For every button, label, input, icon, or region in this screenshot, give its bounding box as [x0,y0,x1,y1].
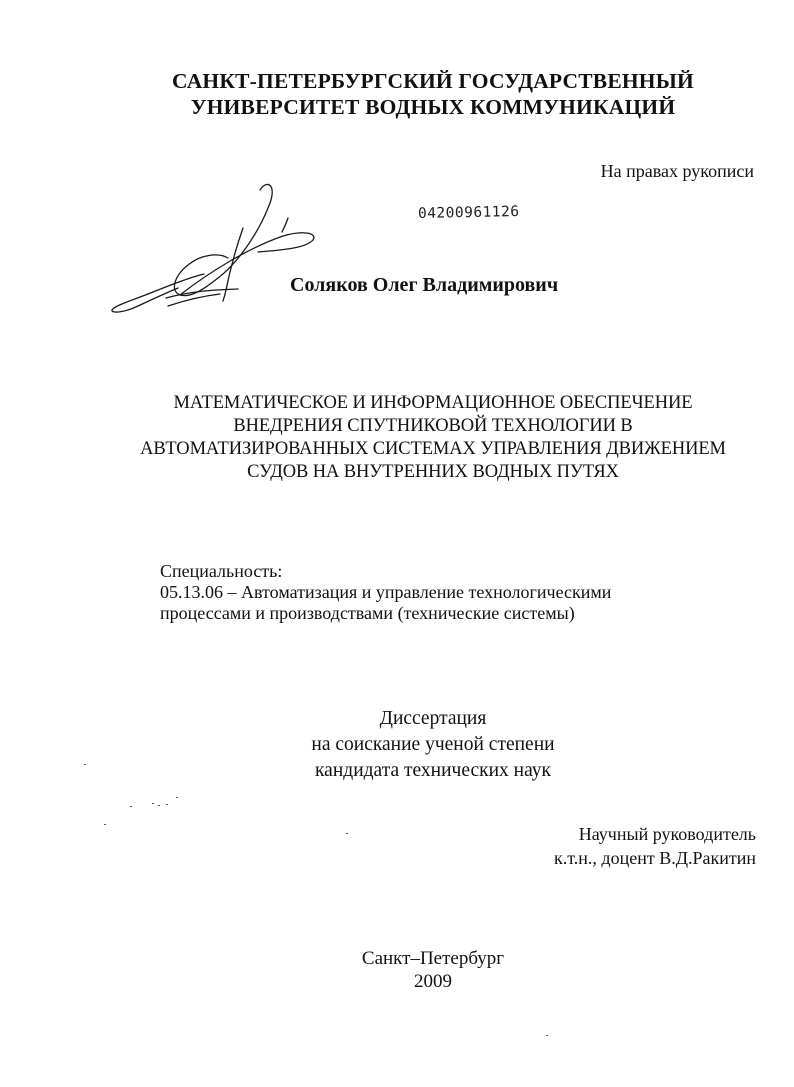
specialty-block [160,561,611,624]
handwritten-signature-icon [108,178,330,323]
scan-speck [152,803,154,804]
place-year-block [0,947,794,993]
institution-line-2: УНИВЕРСИТЕТ ВОДНЫХ КОММУНИКАЦИЙ [190,95,676,119]
scan-speck [176,797,178,798]
specialty-code-line: 05.13.06 – Автоматизация и управление технологическими [160,582,612,602]
thesis-title-line-4: СУДОВ НА ВНУТРЕННИХ ВОДНЫХ ПУТЯХ [247,462,619,482]
institution-name [0,68,794,120]
advisor-block [554,822,756,870]
scan-speck [130,806,132,807]
catalog-stamp-number: 04200961126 [417,203,520,223]
rights-note: На правах рукописи [600,161,754,181]
dissertation-heading: Диссертация [379,708,487,729]
scan-speck [84,764,86,765]
thesis-title-line-3: АВТОМАТИЗИРОВАННЫХ СИСТЕМАХ УПРАВЛЕНИЯ ДВИЖЕНИЕМ [140,439,726,459]
degree-line-1: на соискание ученой степени [311,734,555,755]
specialty-label: Специальность: [160,561,283,581]
dissertation-block [0,706,794,784]
scan-speck [104,824,106,825]
institution-line-1: САНКТ-ПЕТЕРБУРГСКИЙ ГОСУДАРСТВЕННЫЙ [172,69,694,93]
year: 2009 [414,971,452,992]
thesis-title-line-2: ВНЕДРЕНИЯ СПУТНИКОВОЙ ТЕХНОЛОГИИ В [233,416,633,436]
scan-speck [166,804,168,805]
thesis-title-line-1: МАТЕМАТИЧЕСКОЕ И ИНФОРМАЦИОННОЕ ОБЕСПЕЧЕНИЕ [173,393,693,413]
scan-speck [546,1035,548,1036]
thesis-title [0,392,794,484]
advisor-name: к.т.н., доцент В.Д.Ракитин [554,848,756,868]
city: Санкт–Петербург [361,948,505,969]
degree-line-2: кандидата технических наук [315,760,551,781]
scan-speck [346,833,348,834]
scan-speck [158,805,160,806]
specialty-continuation: процессами и производствами (технические системы) [160,603,575,623]
advisor-role: Научный руководитель [578,824,756,844]
author-name: Соляков Олег Владимирович [290,274,559,296]
